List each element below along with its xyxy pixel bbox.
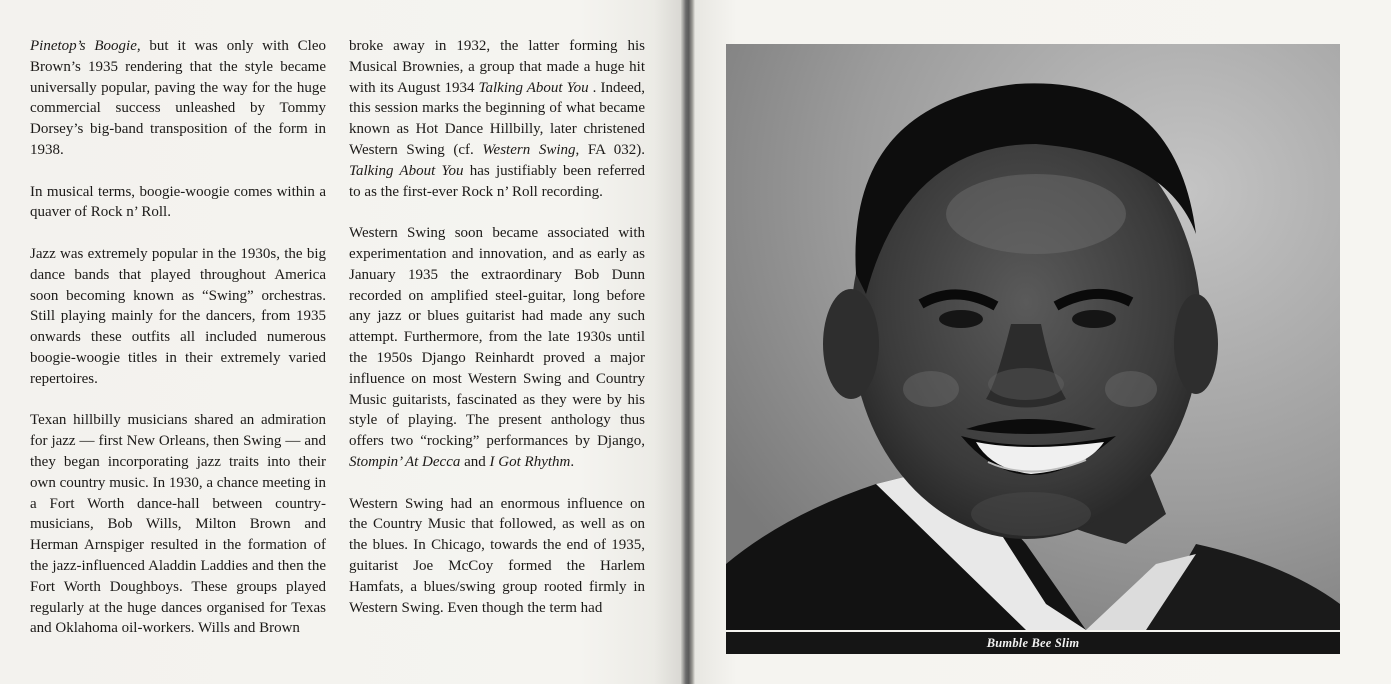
paragraph: Jazz was extremely popular in the 1930s, the big dance bands that played throughout America soon becoming known as “Swing” orchestras. Still playing mainly for the dancers, from 1935 onwards these outfits all included numerous boogie-woogie titles in their extremely varied repertoires.	[30, 245, 326, 387]
italic-title: Pinetop’s Boogie	[30, 38, 137, 54]
italic-title: Western Swing	[482, 141, 576, 158]
italic-title: Talking About You	[349, 162, 464, 179]
italic-title: I Got Rhythm	[489, 453, 571, 470]
paragraph: Western Swing had an enormous influence on the Country Music that followed, as well as on the blues. In Chicago, towards the end of 1935, guitarist Joe McCoy formed the Harlem Hamfats, a blues/swing group rooted firmly in Western Swing. Even though the term had	[349, 495, 645, 616]
portrait-photo	[726, 44, 1340, 630]
left-page	[0, 0, 681, 684]
photo-caption-bar	[726, 632, 1340, 654]
text-column-1	[30, 36, 326, 639]
paragraph: Texan hillbilly musicians shared an admiration for jazz — first New Orleans, then Swing — and they began incorporating jazz traits into their own country music. In 1930, a chance meeting in a Fort Worth dance-hall between country-musicians, Bob Wills, Milton Brown and Herman Arnspiger resulted in the formation of the jazz-influenced Aladdin Laddies and then the Fort Worth Doughboys. These groups played regularly at the huge dances organised for Texas and Oklahoma oil-workers. Wills and Brown	[30, 412, 326, 637]
paragraph: broke away in 1932, the latter forming his Musical Brownies, a group that made a huge hit with its August 1934 Talking About You . Indeed, this session marks the beginning of what became known as Hot Dance Hillbilly, later christened Western Swing (cf. Western Swing, FA 032). Talking About You has justifiably been referred to as the first-ever Rock n’ Roll recording.	[349, 38, 646, 200]
portrait-illustration	[726, 44, 1340, 630]
italic-title: Stompin’ At Decca	[349, 453, 461, 470]
book-gutter	[681, 0, 695, 684]
photo-caption: Bumble Bee Slim	[986, 635, 1080, 650]
paragraph: Pinetop’s Boogie, but it was only with Cleo Brown’s 1935 rendering that the style became universally popular, paving the way for the huge commercial success unleashed by Tommy Dorsey’s big-band transposition of the form in 1938.	[30, 38, 326, 158]
text-column-2	[349, 36, 645, 618]
paragraph: In musical terms, boogie-woogie comes within a quaver of Rock n’ Roll.	[30, 183, 326, 221]
italic-title: Talking About You	[478, 79, 589, 96]
paragraph: Western Swing soon became associated with experimentation and innovation, and as early as January 1935 the extraordinary Bob Dunn recorded on amplified steel-guitar, long before any jazz or blues guitarist had made any such attempt. Furthermore, from the late 1930s until the 1950s Django Reinhardt proved a major influence on most Western Swing and Country Music guitarists, fascinated as they were by his style of playing. The present anthology thus offers two “rocking” performances by Django, Stompin’ At Decca and I Got Rhythm.	[349, 225, 645, 470]
